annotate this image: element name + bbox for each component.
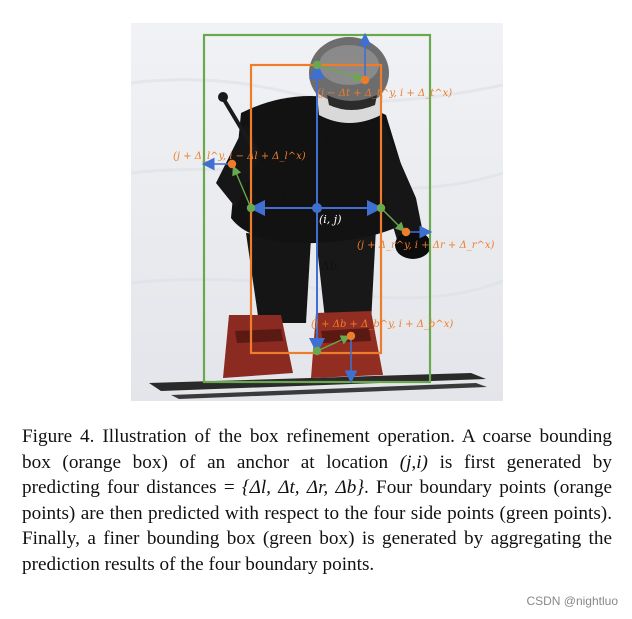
watermark: CSDN @nightluo bbox=[526, 594, 618, 608]
caption-distance-set: {Δl, Δt, Δr, Δb} bbox=[241, 477, 364, 499]
orange-point-bottom bbox=[347, 332, 355, 340]
label-bottom-point: (j + Δb + Δ_b^y, i + Δ_b^x) bbox=[311, 319, 454, 330]
label-delta-t: Δt bbox=[321, 136, 335, 150]
green-point-bottom bbox=[313, 347, 321, 355]
caption-mid: is first generated by predicting four distances = bbox=[22, 451, 612, 499]
green-point-top bbox=[313, 61, 321, 69]
label-delta-r: Δr bbox=[339, 192, 354, 206]
label-top-point: (j − Δt + Δ_t^y, i + Δ_t^x) bbox=[317, 88, 453, 99]
label-delta-b: Δb bbox=[321, 259, 338, 273]
label-center: (i, j) bbox=[319, 213, 342, 226]
caption-location: (j,i) bbox=[399, 451, 428, 473]
green-point-right bbox=[377, 204, 385, 212]
label-delta-l: Δl bbox=[279, 192, 292, 206]
green-point-left bbox=[247, 204, 255, 212]
figure-illustration bbox=[131, 23, 503, 401]
anchor-center-point bbox=[312, 203, 322, 213]
caption-lead: Figure 4. Illustration of the box refinement operation. A coarse bounding box (orange box) of an anchor at location bbox=[22, 426, 612, 473]
orange-point-top bbox=[361, 76, 369, 84]
label-right-point: (j + Δ_r^y, i + Δr + Δ_r^x) bbox=[357, 240, 495, 251]
figure-caption bbox=[22, 424, 612, 578]
label-left-point: (j + Δ_l^y, i − Δl + Δ_l^x) bbox=[173, 151, 306, 162]
figure-image bbox=[131, 23, 503, 401]
caption-tail: . Four boundary points (orange points) are then predicted with respect to the four side points (green points). Finally, a finer bounding box (green box) is generated by aggregating the prediction results of the four boundary points. bbox=[22, 477, 612, 575]
orange-point-right bbox=[402, 228, 410, 236]
